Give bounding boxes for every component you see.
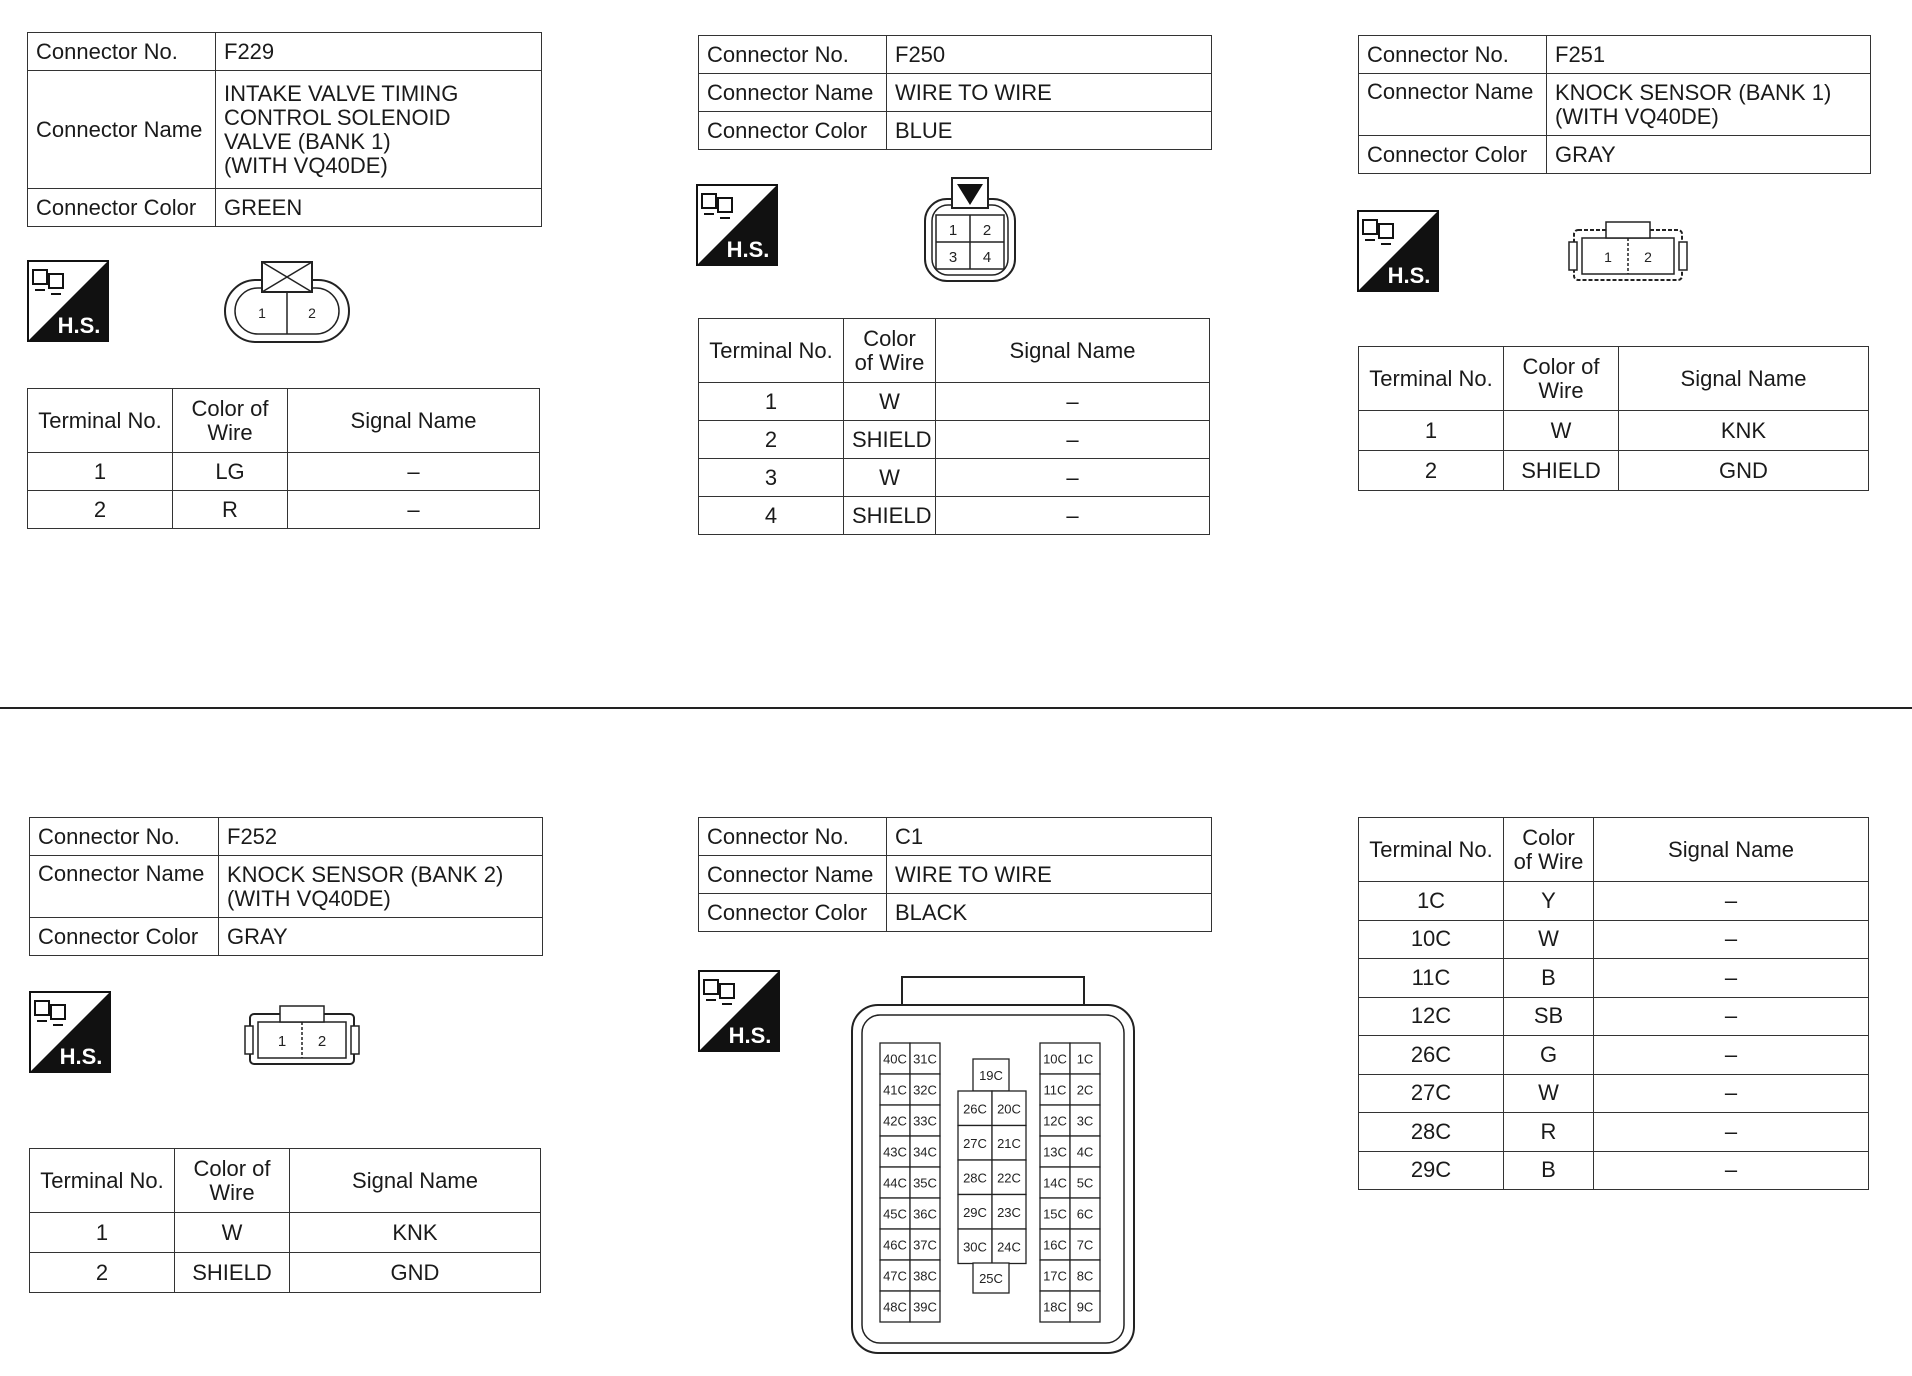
c1-pin-label: 42C	[883, 1113, 907, 1129]
connector-no-label: Connector No.	[28, 33, 216, 71]
signal-name: –	[936, 497, 1210, 535]
c1-pin-label: 20C	[997, 1101, 1021, 1117]
c1-pin-label: 46C	[883, 1237, 907, 1253]
connector-name-label: Connector Name	[699, 856, 887, 894]
c1-pin-label: 18C	[1043, 1299, 1067, 1315]
f252-info-table	[29, 817, 543, 956]
c1-pin-label: 6C	[1076, 1206, 1094, 1222]
c1-pin-label: 17C	[1043, 1268, 1067, 1284]
c1-info-block	[698, 817, 1212, 932]
c1-pin-label: 36C	[913, 1206, 937, 1222]
f251-pin: 2	[1644, 249, 1652, 265]
f252-terminal-table	[29, 1148, 541, 1293]
c1-pin-label: 43C	[883, 1144, 907, 1160]
c1-pin-label: 33C	[913, 1113, 937, 1129]
table-row	[1359, 1074, 1869, 1113]
color-of-wire-header: Color of Wire	[173, 389, 288, 453]
wire-color: SHIELD	[1504, 451, 1619, 491]
c1-pin-label: 22C	[997, 1170, 1021, 1186]
table-row	[1359, 1036, 1869, 1075]
wire-color: G	[1504, 1036, 1594, 1075]
f250-pin: 3	[948, 249, 958, 266]
c1-pin-label: 25C	[979, 1271, 1003, 1286]
table-row	[1359, 451, 1869, 491]
hs-label: H.S.	[59, 1044, 103, 1069]
c1-pin-label: 38C	[913, 1268, 937, 1284]
c1-info-table	[698, 817, 1212, 932]
wire-color: W	[1504, 920, 1594, 959]
harness-side-icon	[27, 260, 109, 342]
signal-name-header: Signal Name	[290, 1149, 541, 1213]
c1-pin-label: 48C	[883, 1299, 907, 1315]
table-row	[699, 383, 1210, 421]
c1-pin-label: 35C	[913, 1175, 937, 1191]
f229-info-table	[27, 32, 542, 227]
terminal-no: 3	[699, 459, 844, 497]
harness-side-icon	[698, 970, 780, 1052]
c1-pin-label: 37C	[913, 1237, 937, 1253]
terminal-no: 4	[699, 497, 844, 535]
wire-color: W	[844, 459, 936, 497]
terminal-no: 27C	[1359, 1074, 1504, 1113]
terminal-no: 12C	[1359, 997, 1504, 1036]
c1-connector-color: BLACK	[887, 894, 1212, 932]
f251-info-block	[1358, 35, 1871, 174]
f250-connector-name: WIRE TO WIRE	[887, 74, 1212, 112]
signal-name: –	[1594, 997, 1869, 1036]
terminal-no-header: Terminal No.	[699, 319, 844, 383]
terminal-no: 11C	[1359, 959, 1504, 998]
f251-terminal-table	[1358, 346, 1869, 491]
c1-pin-label: 13C	[1043, 1144, 1067, 1160]
connector-no-label: Connector No.	[699, 36, 887, 74]
harness-side-icon	[696, 184, 778, 266]
connector-name-label: Connector Name	[28, 71, 216, 189]
hs-label: H.S.	[57, 313, 101, 338]
terminal-no: 29C	[1359, 1151, 1504, 1190]
c1-pin-label: 45C	[883, 1206, 907, 1222]
signal-name: –	[1594, 920, 1869, 959]
f251-connector-color: GRAY	[1547, 136, 1871, 174]
wire-color: B	[1504, 1151, 1594, 1190]
c1-pin-label: 3C	[1076, 1113, 1094, 1129]
f250-connector-no: F250	[887, 36, 1212, 74]
c1-pin-label: 31C	[913, 1051, 937, 1067]
signal-name: –	[936, 421, 1210, 459]
signal-name: GND	[1619, 451, 1869, 491]
terminal-no: 1C	[1359, 882, 1504, 921]
wire-color: SHIELD	[844, 497, 936, 535]
c1-pin-label: 15C	[1043, 1206, 1067, 1222]
f229-pin: 2	[308, 305, 316, 321]
f229-name-line: CONTROL SOLENOID	[224, 104, 451, 130]
table-row	[30, 1253, 541, 1293]
f229-connector-color: GREEN	[216, 189, 542, 227]
color-of-wire-header: Color of Wire	[1504, 818, 1594, 882]
c1-pin-label: 2C	[1076, 1082, 1094, 1098]
harness-side-icon	[29, 991, 111, 1073]
color-of-wire-header: Color of Wire	[1504, 347, 1619, 411]
f252-name-line: (WITH VQ40DE)	[227, 885, 391, 911]
c1-pin-label: 26C	[963, 1101, 987, 1117]
terminal-no: 28C	[1359, 1113, 1504, 1152]
c1-pin-label: 30C	[963, 1239, 987, 1255]
f229-name-line: VALVE (BANK 1)	[224, 128, 391, 154]
c1-terminal-table	[1358, 817, 1869, 1190]
connector-color-label: Connector Color	[28, 189, 216, 227]
f251-terminal-block	[1358, 346, 1869, 491]
table-row	[1359, 997, 1869, 1036]
f252-connector-name	[219, 856, 543, 918]
connector-no-label: Connector No.	[1359, 36, 1547, 74]
table-row	[28, 453, 540, 491]
wire-color: Y	[1504, 882, 1594, 921]
wire-color: W	[844, 383, 936, 421]
table-row	[1359, 959, 1869, 998]
f252-connector-no: F252	[219, 818, 543, 856]
terminal-no: 26C	[1359, 1036, 1504, 1075]
table-row	[30, 1213, 541, 1253]
hs-label: H.S.	[728, 1023, 772, 1048]
table-row	[1359, 1151, 1869, 1190]
terminal-no-header: Terminal No.	[30, 1149, 175, 1213]
color-of-wire-header: Color of Wire	[175, 1149, 290, 1213]
f250-info-table	[698, 35, 1212, 150]
f252-pin: 1	[277, 1033, 287, 1050]
table-row	[28, 491, 540, 529]
c1-pin-label: 7C	[1076, 1237, 1094, 1253]
connector-no-label: Connector No.	[699, 818, 887, 856]
f229-name-line: INTAKE VALVE TIMING	[224, 80, 459, 106]
c1-connector-no: C1	[887, 818, 1212, 856]
c1-pin-label: 39C	[913, 1299, 937, 1315]
wire-color: W	[175, 1213, 290, 1253]
connector-name-label: Connector Name	[699, 74, 887, 112]
harness-side-icon	[1357, 210, 1439, 292]
c1-pin-label: 32C	[913, 1082, 937, 1098]
terminal-no-header: Terminal No.	[1359, 818, 1504, 882]
c1-connector-name: WIRE TO WIRE	[887, 856, 1212, 894]
f252-info-block	[29, 817, 543, 956]
connector-color-label: Connector Color	[30, 918, 219, 956]
table-row	[1359, 920, 1869, 959]
f229-name-line: (WITH VQ40DE)	[224, 152, 388, 178]
connector-name-label: Connector Name	[1359, 74, 1547, 136]
c1-pin-label: 12C	[1043, 1113, 1067, 1129]
f251-connector-face	[1568, 218, 1688, 286]
c1-pin-label: 28C	[963, 1170, 987, 1186]
signal-name-header: Signal Name	[936, 319, 1210, 383]
connector-no-label: Connector No.	[30, 818, 219, 856]
table-row	[699, 421, 1210, 459]
signal-name: –	[288, 491, 540, 529]
signal-name: –	[1594, 1151, 1869, 1190]
wire-color: B	[1504, 959, 1594, 998]
f251-name-line: (WITH VQ40DE)	[1555, 103, 1719, 129]
wire-color: SB	[1504, 997, 1594, 1036]
f229-info-block	[27, 32, 542, 227]
f251-connector-no: F251	[1547, 36, 1871, 74]
signal-name: –	[936, 459, 1210, 497]
f252-terminal-block	[29, 1148, 541, 1293]
terminal-no: 2	[28, 491, 173, 529]
f250-connector-color: BLUE	[887, 112, 1212, 150]
signal-name: –	[1594, 959, 1869, 998]
terminal-no: 1	[30, 1213, 175, 1253]
c1-pin-label: 4C	[1076, 1144, 1094, 1160]
terminal-no: 10C	[1359, 920, 1504, 959]
wire-color: W	[1504, 411, 1619, 451]
c1-pin-label: 41C	[883, 1082, 907, 1098]
f252-name-line: KNOCK SENSOR (BANK 2)	[227, 861, 504, 887]
f229-terminal-table	[27, 388, 540, 529]
table-row	[699, 497, 1210, 535]
hs-label: H.S.	[726, 237, 770, 262]
terminal-no: 2	[1359, 451, 1504, 491]
f229-pin: 1	[258, 305, 266, 321]
c1-connector-face	[850, 975, 1136, 1357]
f252-connector-face	[244, 1002, 360, 1068]
terminal-no: 1	[28, 453, 173, 491]
f250-pin: 2	[982, 222, 992, 239]
c1-pin-label: 47C	[883, 1268, 907, 1284]
connector-color-label: Connector Color	[699, 894, 887, 932]
f250-terminal-block	[698, 318, 1210, 535]
c1-pin-label: 5C	[1076, 1175, 1094, 1191]
c1-pin-label: 44C	[883, 1175, 907, 1191]
c1-pin-label: 8C	[1076, 1268, 1094, 1284]
signal-name: GND	[290, 1253, 541, 1293]
connector-color-label: Connector Color	[699, 112, 887, 150]
wire-color: SHIELD	[844, 421, 936, 459]
wire-color: SHIELD	[175, 1253, 290, 1293]
table-row	[1359, 411, 1869, 451]
f250-connector-face	[922, 175, 1018, 285]
f229-connector-face	[222, 260, 352, 346]
f229-connector-name	[216, 71, 542, 189]
wire-color: R	[1504, 1113, 1594, 1152]
c1-pin-label: 34C	[913, 1144, 937, 1160]
f251-pin: 1	[1604, 249, 1612, 265]
terminal-no-header: Terminal No.	[1359, 347, 1504, 411]
signal-name: –	[936, 383, 1210, 421]
f252-pin: 2	[317, 1033, 327, 1050]
signal-name: –	[1594, 1113, 1869, 1152]
c1-pin-label: 1C	[1076, 1051, 1094, 1067]
c1-pin-label: 14C	[1043, 1175, 1067, 1191]
c1-pin-label: 24C	[997, 1239, 1021, 1255]
c1-pin-label: 29C	[963, 1204, 987, 1220]
terminal-no-header: Terminal No.	[28, 389, 173, 453]
signal-name: KNK	[1619, 411, 1869, 451]
table-row	[699, 459, 1210, 497]
c1-pin-label: 27C	[963, 1135, 987, 1151]
f250-pin: 4	[982, 249, 992, 266]
signal-name-header: Signal Name	[1619, 347, 1869, 411]
f252-connector-color: GRAY	[219, 918, 543, 956]
table-row	[1359, 1113, 1869, 1152]
terminal-no: 2	[30, 1253, 175, 1293]
connector-name-label: Connector Name	[30, 856, 219, 918]
c1-pin-label: 16C	[1043, 1237, 1067, 1253]
c1-pin-label: 40C	[883, 1051, 907, 1067]
c1-pin-label: 23C	[997, 1204, 1021, 1220]
connector-color-label: Connector Color	[1359, 136, 1547, 174]
signal-name: –	[288, 453, 540, 491]
f250-info-block	[698, 35, 1212, 150]
hs-label: H.S.	[1387, 263, 1431, 288]
terminal-no: 1	[699, 383, 844, 421]
terminal-no: 2	[699, 421, 844, 459]
signal-name: –	[1594, 1036, 1869, 1075]
wire-color: LG	[173, 453, 288, 491]
f251-info-table	[1358, 35, 1871, 174]
table-row	[1359, 882, 1869, 921]
signal-name: –	[1594, 882, 1869, 921]
c1-terminal-block	[1358, 817, 1869, 1190]
c1-pin-label: 19C	[979, 1068, 1003, 1083]
terminal-no: 1	[1359, 411, 1504, 451]
f251-connector-name	[1547, 74, 1871, 136]
signal-name: –	[1594, 1074, 1869, 1113]
signal-name: KNK	[290, 1213, 541, 1253]
f250-pin: 1	[948, 222, 958, 239]
f251-name-line: KNOCK SENSOR (BANK 1)	[1555, 79, 1832, 105]
wire-color: R	[173, 491, 288, 529]
f229-terminal-block	[27, 388, 540, 529]
c1-pin-label: 21C	[997, 1135, 1021, 1151]
c1-pin-label: 10C	[1043, 1051, 1067, 1067]
signal-name-header: Signal Name	[288, 389, 540, 453]
section-divider	[0, 707, 1912, 709]
signal-name-header: Signal Name	[1594, 818, 1869, 882]
f250-terminal-table	[698, 318, 1210, 535]
color-of-wire-header: Color of Wire	[844, 319, 936, 383]
c1-pin-label: 11C	[1043, 1082, 1067, 1098]
wire-color: W	[1504, 1074, 1594, 1113]
c1-pin-label: 9C	[1076, 1299, 1094, 1315]
f229-connector-no: F229	[216, 33, 542, 71]
